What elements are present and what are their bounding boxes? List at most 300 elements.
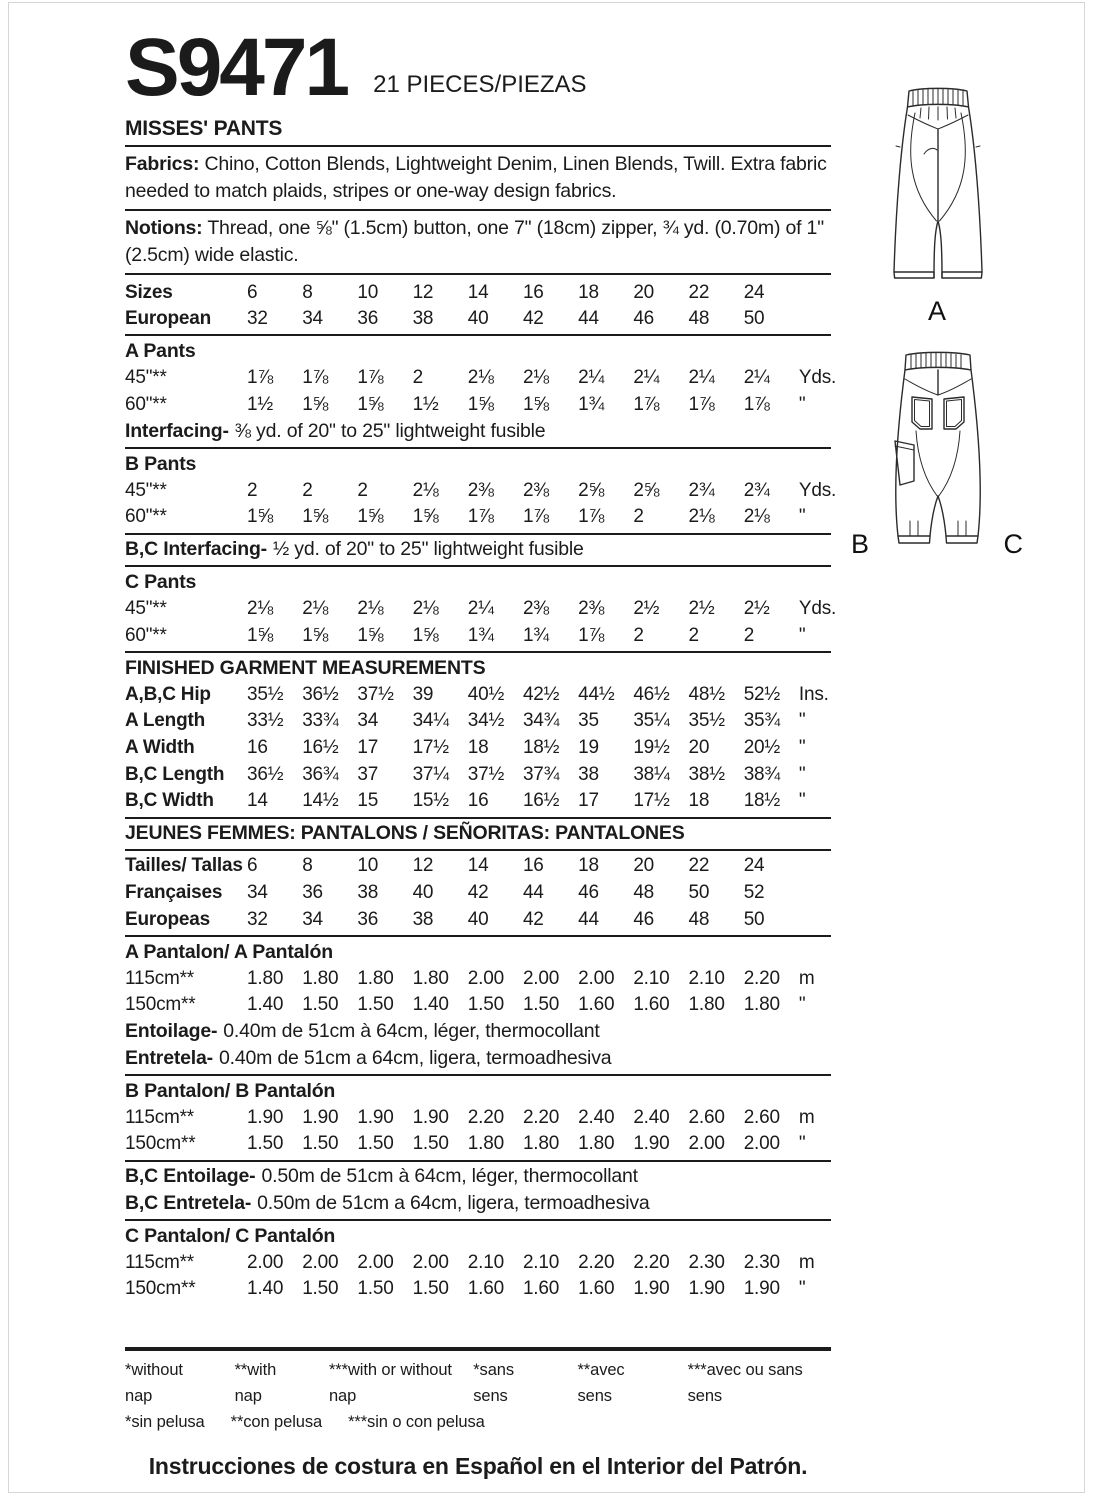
row-value: 1⅞: [247, 367, 274, 389]
footnote-item: ***sin o con pelusa: [348, 1412, 485, 1431]
row-value: 1.80: [412, 967, 449, 989]
section-heading: JEUNES FEMMES: PANTALONS / SEÑORITAS: PANTALONES: [125, 822, 685, 845]
row-value: 2.00: [412, 1251, 449, 1273]
note-line: [125, 1019, 831, 1046]
row-value: 1.60: [467, 1278, 504, 1300]
note-label: B,C Interfacing-: [125, 538, 267, 561]
row-value: 2⅛: [412, 598, 439, 620]
footnotes-english: [125, 1357, 473, 1409]
row-value: 2¼: [743, 367, 770, 389]
row-value: 24: [743, 855, 765, 877]
row-value: 15: [357, 790, 379, 812]
section-heading: B Pants: [125, 452, 197, 475]
section-divider: [125, 651, 831, 653]
row-value: 1⅞: [743, 393, 770, 415]
row-value: 1.90: [633, 1278, 670, 1300]
row-value: 1⅝: [302, 393, 329, 415]
row-value: 2.00: [688, 1133, 725, 1155]
view-a-label: A: [927, 296, 947, 326]
row-value: 37½: [467, 763, 505, 785]
row-value: 46: [633, 908, 655, 930]
table-row: [125, 761, 831, 788]
row-value: 20: [688, 737, 710, 759]
row-value: 36: [302, 882, 323, 903]
row-label: 45"**: [125, 479, 167, 501]
row-value: 36½: [247, 763, 284, 785]
row-value: 1⅝: [302, 506, 329, 528]
row-label: B,C Width: [125, 790, 214, 812]
row-value: 36¾: [302, 763, 339, 785]
row-value: 2.40: [633, 1106, 670, 1128]
section-divider: [125, 565, 831, 567]
row-value: 1.90: [412, 1106, 449, 1128]
row-unit: Yds.: [798, 598, 837, 620]
note-label: Entoilage-: [125, 1020, 218, 1043]
row-value: 1.40: [412, 994, 449, 1016]
row-value: 38½: [688, 763, 725, 785]
row-value: 42½: [522, 683, 560, 705]
note-line: [125, 418, 831, 445]
fabrics-paragraph: [125, 151, 831, 205]
notions-paragraph: [125, 215, 831, 269]
row-value: 2.10: [467, 1251, 504, 1273]
row-value: 52: [743, 882, 765, 903]
row-value: 14: [467, 281, 489, 303]
section-heading: A Pants: [125, 340, 196, 363]
row-value: 1.50: [357, 1278, 394, 1300]
footnote-item: ***with or without nap: [328, 1360, 452, 1405]
row-label: 150cm**: [125, 1278, 196, 1300]
row-value: 35½: [688, 710, 725, 732]
pants-front-illustration: [863, 84, 1013, 296]
table-row: [125, 906, 831, 933]
row-unit: ": [798, 790, 806, 812]
row-value: 34¼: [412, 710, 449, 732]
row-value: 18: [467, 737, 489, 759]
row-value: 2¼: [688, 367, 715, 389]
row-value: 14½: [302, 790, 339, 812]
row-unit: Ins.: [798, 683, 829, 705]
footnote-item: *sans sens: [473, 1360, 515, 1405]
row-value: 6: [247, 281, 258, 303]
row-value: 1½: [412, 393, 439, 415]
footnotes: [125, 1357, 831, 1435]
row-unit: ": [798, 1278, 806, 1300]
row-value: 46: [633, 308, 655, 330]
row-value: 1.50: [412, 1278, 449, 1300]
row-label: Sizes: [125, 281, 173, 303]
section-divider: [125, 935, 831, 937]
table-row: [125, 682, 831, 709]
section-divider: [125, 1074, 831, 1076]
row-value: 2.00: [357, 1251, 394, 1273]
row-value: 2: [357, 479, 368, 501]
back-view-labels: [845, 529, 1030, 560]
row-label: Françaises: [125, 882, 223, 903]
row-value: 1⅞: [467, 506, 494, 528]
row-label: A Length: [125, 710, 206, 732]
table-row: [125, 880, 831, 907]
row-value: 37¾: [522, 763, 560, 785]
row-value: 2⅛: [467, 367, 494, 389]
note-text: 0.50m de 51cm a 64cm, ligera, termoadhesiva: [257, 1192, 650, 1215]
view-b-label: B: [851, 529, 871, 559]
row-value: 2.10: [522, 1251, 560, 1273]
row-value: 2.30: [743, 1251, 780, 1273]
row-value: 2⅛: [302, 598, 329, 620]
fabrics-text: Chino, Cotton Blends, Lightweight Denim, Linen Blends, Twill. Extra fabric needed to match plaids, stripes or one-way design fabrics.: [125, 153, 827, 203]
row-value: 1.80: [467, 1133, 504, 1155]
note-text: 0.40m de 51cm à 64cm, léger, thermocollant: [223, 1020, 600, 1043]
row-value: 2⅜: [467, 479, 494, 501]
row-unit: m: [798, 1251, 815, 1273]
row-value: 1.90: [357, 1106, 394, 1128]
row-unit: m: [798, 1106, 815, 1128]
row-value: 2.20: [522, 1106, 560, 1128]
row-unit: ": [798, 737, 806, 759]
row-value: 36½: [302, 683, 339, 705]
section-heading: B Pantalon/ B Pantalón: [125, 1079, 336, 1102]
row-unit: m: [798, 967, 815, 989]
row-value: 1⅞: [578, 624, 605, 646]
row-value: 2.10: [688, 967, 725, 989]
row-value: 2⅜: [522, 479, 549, 501]
row-value: 1¾: [578, 393, 605, 415]
notions-text: Thread, one ⅝" (1.5cm) button, one 7" (18cm) zipper, ¾ yd. (0.70m) of 1" (2.5cm) wide elastic.: [125, 217, 824, 267]
row-value: 42: [467, 882, 489, 903]
row-value: 46½: [633, 683, 670, 705]
row-value: 1⅝: [357, 624, 384, 646]
footnote-divider: [125, 1347, 831, 1351]
table-row: [125, 365, 837, 392]
row-value: 19: [578, 737, 599, 759]
row-value: 1.50: [357, 1133, 394, 1155]
row-value: 38: [412, 908, 434, 930]
row-value: 2: [247, 479, 258, 501]
note-text: ½ yd. of 20" to 25" lightweight fusible: [272, 538, 584, 561]
row-value: 44: [578, 308, 599, 330]
table-row: [125, 1249, 831, 1276]
row-value: 1.60: [578, 1278, 615, 1300]
front-view-figure: [845, 84, 1030, 327]
row-value: 20: [633, 281, 655, 303]
row-value: 18½: [743, 790, 781, 812]
row-value: 1⅞: [633, 393, 660, 415]
row-label: European: [125, 308, 212, 330]
footnote-item: *sin pelusa: [125, 1412, 205, 1431]
table-row: [125, 279, 831, 306]
section-heading: A Pantalon/ A Pantalón: [125, 940, 333, 963]
row-value: 18: [578, 281, 599, 303]
row-value: 1.50: [522, 994, 560, 1016]
row-value: 1.50: [467, 994, 504, 1016]
row-value: 34¾: [522, 710, 560, 732]
row-value: 2.00: [578, 967, 615, 989]
row-value: 1.80: [578, 1133, 615, 1155]
row-value: 19½: [633, 737, 670, 759]
row-value: 35: [578, 710, 599, 732]
row-label: A Width: [125, 737, 195, 759]
view-c-label: C: [1003, 529, 1024, 559]
row-value: 2.00: [743, 1133, 780, 1155]
row-value: 2⅝: [633, 479, 660, 501]
note-label: B,C Entretela-: [125, 1192, 252, 1215]
row-value: 1.90: [633, 1133, 670, 1155]
row-label: 45"**: [125, 367, 167, 389]
row-value: 14: [467, 855, 489, 877]
table-row: [125, 1276, 831, 1303]
row-unit: ": [798, 710, 806, 732]
row-value: 2⅛: [412, 479, 439, 501]
note-label: Interfacing-: [125, 420, 229, 442]
row-value: 48: [688, 908, 710, 930]
row-value: 2.00: [302, 1251, 339, 1273]
table-row: [125, 504, 831, 531]
row-value: 1.80: [522, 1133, 560, 1155]
row-value: 12: [412, 855, 434, 877]
row-unit: ": [798, 393, 806, 415]
row-value: 1⅝: [357, 506, 384, 528]
row-value: 1.80: [357, 967, 394, 989]
row-value: 2⅝: [578, 479, 605, 501]
row-value: 40: [467, 908, 489, 930]
row-value: 1⅞: [522, 506, 549, 528]
row-unit: ": [798, 994, 806, 1016]
row-label: B,C Length: [125, 763, 225, 785]
row-value: 1⅝: [357, 393, 384, 415]
table-row: [125, 788, 831, 815]
row-value: 10: [357, 855, 379, 877]
row-value: 38¾: [743, 763, 781, 785]
note-line: [125, 1190, 831, 1217]
row-value: 1.90: [247, 1106, 284, 1128]
note-text: ⅜ yd. of 20" to 25" lightweight fusible: [234, 420, 546, 442]
row-value: 17½: [412, 737, 449, 759]
row-value: 2¼: [578, 367, 605, 389]
row-label: Tailles/ Tallas: [125, 855, 243, 877]
row-value: 1.60: [633, 994, 670, 1016]
row-value: 38: [412, 308, 434, 330]
row-value: 2¾: [743, 479, 770, 501]
table-row: [125, 1131, 831, 1158]
row-unit: ": [798, 506, 806, 528]
row-unit: Yds.: [798, 479, 837, 501]
row-value: 8: [302, 855, 313, 877]
row-label: 115cm**: [125, 1106, 195, 1128]
table-row: [125, 965, 831, 992]
row-value: 2.40: [578, 1106, 615, 1128]
row-value: 44½: [578, 683, 615, 705]
row-value: 37: [357, 763, 379, 785]
row-value: 12: [412, 281, 434, 303]
note-line: [125, 1164, 831, 1191]
row-value: 1.50: [247, 1133, 284, 1155]
row-value: 2⅜: [578, 598, 605, 620]
note-text: 0.50m de 51cm à 64cm, léger, thermocollant: [261, 1165, 638, 1188]
table-row: [125, 306, 831, 333]
section-divider: [125, 209, 831, 211]
section-heading: C Pants: [125, 570, 197, 593]
row-value: 34: [247, 882, 268, 903]
row-value: 2.00: [247, 1251, 284, 1273]
row-value: 2¾: [688, 479, 715, 501]
main-content: [125, 22, 837, 1480]
note-label: Entretela-: [125, 1047, 213, 1070]
row-value: 33¾: [302, 710, 339, 732]
row-unit: ": [798, 624, 806, 646]
row-value: 2: [633, 624, 644, 646]
row-value: 34: [302, 908, 323, 930]
note-text: 0.40m de 51cm a 64cm, ligera, termoadhesiva: [218, 1047, 612, 1070]
row-value: 2.20: [743, 967, 780, 989]
row-value: 2.20: [467, 1106, 504, 1128]
row-value: 1.80: [247, 967, 284, 989]
section-divider: [125, 817, 831, 819]
row-value: 1.50: [302, 1133, 339, 1155]
row-value: 2.00: [467, 967, 504, 989]
footnote-item: **with nap: [234, 1360, 277, 1405]
section-heading: C Pantalon/ C Pantalón: [125, 1224, 336, 1247]
row-value: 1.60: [522, 1278, 560, 1300]
row-value: 2.60: [688, 1106, 725, 1128]
row-value: 1⅝: [247, 506, 274, 528]
row-value: 22: [688, 855, 710, 877]
row-value: 2¼: [467, 598, 494, 620]
row-value: 40½: [467, 683, 505, 705]
table-row: [125, 392, 831, 419]
row-value: 1.80: [688, 994, 725, 1016]
row-value: 16: [522, 281, 544, 303]
row-value: 16: [247, 737, 268, 759]
row-value: 2: [412, 367, 423, 389]
note-line: [125, 1045, 831, 1072]
table-row: [125, 477, 837, 504]
row-value: 1.50: [302, 994, 339, 1016]
row-value: 1⅝: [522, 393, 549, 415]
row-value: 34: [357, 710, 379, 732]
footnotes-french: [473, 1357, 831, 1409]
row-value: 2½: [633, 598, 660, 620]
section-divider: [125, 849, 831, 851]
pieces-count: 21 PIECES/PIEZAS: [373, 71, 587, 99]
row-label: 60"**: [125, 506, 167, 528]
row-value: 38: [578, 763, 599, 785]
row-label: 115cm**: [125, 967, 195, 989]
section-divider: [125, 447, 831, 449]
row-value: 14: [247, 790, 268, 812]
row-value: 2¼: [633, 367, 660, 389]
row-value: 2⅛: [688, 506, 715, 528]
table-row: [125, 708, 831, 735]
row-value: 42: [522, 908, 544, 930]
row-value: 1⅞: [578, 506, 605, 528]
footnote-line-1: [125, 1357, 831, 1409]
row-value: 1.50: [412, 1133, 449, 1155]
row-value: 2.30: [688, 1251, 725, 1273]
row-label: A,B,C Hip: [125, 683, 211, 705]
row-value: 38¼: [633, 763, 670, 785]
row-value: 2: [688, 624, 699, 646]
row-value: 50: [688, 882, 710, 903]
row-value: 52½: [743, 683, 781, 705]
row-value: 10: [357, 281, 379, 303]
row-value: 15½: [412, 790, 449, 812]
row-value: 48: [633, 882, 655, 903]
row-value: 1⅝: [467, 393, 494, 415]
footnote-line-2: [125, 1409, 831, 1435]
row-value: 16: [522, 855, 544, 877]
row-value: 20: [633, 855, 655, 877]
row-value: 2.00: [522, 967, 560, 989]
footnote-item: ***avec ou sans sens: [687, 1360, 803, 1405]
garment-illustrations: [845, 84, 1030, 560]
row-value: 1.90: [688, 1278, 725, 1300]
row-label: 45"**: [125, 598, 167, 620]
row-value: 1⅝: [412, 506, 439, 528]
row-value: 16: [467, 790, 489, 812]
notions-label: Notions:: [125, 217, 203, 240]
row-label: 60"**: [125, 624, 167, 646]
row-label: 150cm**: [125, 994, 196, 1016]
back-view-figure: [845, 349, 1030, 560]
row-value: 2: [743, 624, 755, 646]
row-value: 35½: [247, 683, 284, 705]
pattern-number: S9471: [125, 22, 348, 113]
row-value: 16½: [302, 737, 339, 759]
row-value: 40: [467, 308, 489, 330]
row-value: 18½: [522, 737, 560, 759]
row-value: 2⅜: [522, 598, 549, 620]
row-value: 1.90: [743, 1278, 780, 1300]
row-value: 17: [357, 737, 379, 759]
footnote-item: **con pelusa: [230, 1412, 323, 1431]
section-divider: [125, 533, 831, 535]
row-value: 48: [688, 308, 710, 330]
title-row: [125, 22, 831, 113]
row-value: 2⅛: [247, 598, 274, 620]
row-value: 50: [743, 308, 765, 330]
row-value: 1½: [247, 393, 274, 415]
section-heading: FINISHED GARMENT MEASUREMENTS: [125, 656, 486, 679]
section-divider: [125, 334, 831, 336]
row-value: 18: [688, 790, 710, 812]
section-divider: [125, 273, 831, 275]
row-value: 1.40: [247, 1278, 284, 1300]
pants-back-illustration: [858, 349, 1018, 555]
table-row: [125, 596, 837, 623]
row-value: 1¾: [467, 624, 494, 646]
row-value: 1.90: [302, 1106, 339, 1128]
row-value: 17: [578, 790, 599, 812]
note-line: [125, 537, 831, 564]
row-value: 6: [247, 855, 258, 877]
row-label: 60"**: [125, 393, 167, 415]
table-row: [125, 735, 831, 762]
section-divider: [125, 1219, 831, 1221]
row-value: 2.20: [633, 1251, 670, 1273]
table-row: [125, 622, 831, 649]
row-value: 24: [743, 281, 765, 303]
yardage-table: [125, 279, 837, 1302]
row-value: 32: [247, 308, 268, 330]
row-value: 2⅛: [522, 367, 549, 389]
row-value: 16½: [522, 790, 560, 812]
row-value: 2.10: [633, 967, 670, 989]
row-value: 22: [688, 281, 710, 303]
table-row: [125, 853, 831, 880]
row-value: 2: [302, 479, 313, 501]
row-value: 8: [302, 281, 313, 303]
